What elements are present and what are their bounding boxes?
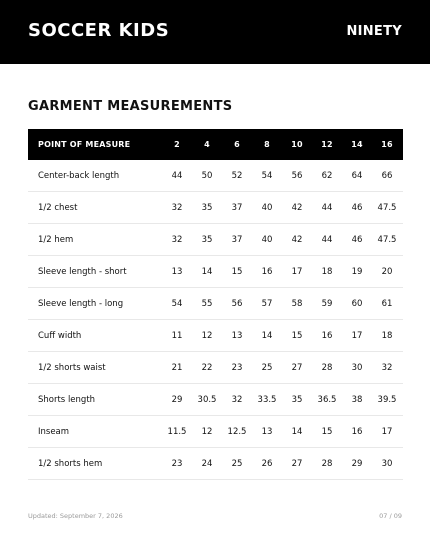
brand-name: NINETY bbox=[346, 24, 402, 39]
measure-value: 15 bbox=[231, 266, 243, 277]
measure-value: 47.5 bbox=[377, 202, 397, 213]
measure-value: 62 bbox=[321, 170, 333, 181]
measure-value: 27 bbox=[291, 458, 303, 469]
measure-value: 23 bbox=[231, 362, 243, 373]
measure-value: 14 bbox=[261, 330, 273, 341]
measure-value: 13 bbox=[171, 266, 183, 277]
measure-value: 13 bbox=[261, 426, 273, 437]
document-title: SOCCER KIDS bbox=[28, 20, 170, 41]
measure-value: 47.5 bbox=[377, 234, 397, 245]
header-size: 16 bbox=[381, 140, 393, 149]
measure-value: 33.5 bbox=[257, 394, 277, 405]
table-row bbox=[28, 416, 403, 448]
measure-value: 59 bbox=[321, 298, 333, 309]
section-title: GARMENT MEASUREMENTS bbox=[28, 99, 233, 114]
measure-value: 29 bbox=[351, 458, 363, 469]
measure-value: 30.5 bbox=[197, 394, 217, 405]
measure-value: 22 bbox=[201, 362, 213, 373]
measure-label: Shorts length bbox=[38, 394, 96, 405]
measure-value: 28 bbox=[321, 362, 333, 373]
measure-value: 52 bbox=[231, 170, 243, 181]
measurements-table bbox=[28, 129, 403, 480]
measure-value: 42 bbox=[291, 202, 303, 213]
measure-value: 29 bbox=[171, 394, 183, 405]
measure-value: 14 bbox=[201, 266, 213, 277]
measure-value: 19 bbox=[351, 266, 363, 277]
table-row bbox=[28, 288, 403, 320]
measure-label: 1/2 shorts waist bbox=[38, 362, 106, 373]
measure-value: 14 bbox=[291, 426, 303, 437]
measure-label: Inseam bbox=[38, 426, 70, 437]
measure-value: 35 bbox=[201, 202, 213, 213]
table-body bbox=[28, 160, 403, 480]
updated-date: Updated: September 7, 2026 bbox=[28, 512, 123, 520]
measure-value: 64 bbox=[351, 170, 363, 181]
page-number: 07 / 09 bbox=[379, 512, 402, 520]
measure-value: 50 bbox=[201, 170, 213, 181]
measure-value: 37 bbox=[231, 234, 243, 245]
measure-value: 40 bbox=[261, 234, 273, 245]
page-header bbox=[0, 0, 430, 64]
measure-value: 18 bbox=[381, 330, 393, 341]
measure-label: Cuff width bbox=[38, 330, 82, 341]
measure-value: 17 bbox=[351, 330, 363, 341]
measure-value: 44 bbox=[321, 234, 333, 245]
measure-value: 32 bbox=[231, 394, 243, 405]
measure-label: 1/2 shorts hem bbox=[38, 458, 103, 469]
measure-value: 25 bbox=[261, 362, 273, 373]
measure-value: 35 bbox=[201, 234, 213, 245]
measure-value: 15 bbox=[321, 426, 333, 437]
measure-value: 54 bbox=[171, 298, 183, 309]
measure-value: 15 bbox=[291, 330, 303, 341]
measure-value: 18 bbox=[321, 266, 333, 277]
header-size: 6 bbox=[234, 140, 240, 149]
measure-value: 32 bbox=[171, 202, 183, 213]
header-size: 10 bbox=[291, 140, 303, 149]
measure-value: 54 bbox=[261, 170, 273, 181]
measure-value: 12.5 bbox=[227, 426, 247, 437]
measure-label: 1/2 chest bbox=[38, 202, 78, 213]
measure-value: 32 bbox=[381, 362, 393, 373]
table-row bbox=[28, 320, 403, 352]
measure-value: 58 bbox=[291, 298, 303, 309]
header-size: 12 bbox=[321, 140, 333, 149]
measure-value: 16 bbox=[351, 426, 363, 437]
measure-value: 37 bbox=[231, 202, 243, 213]
measure-value: 46 bbox=[351, 202, 363, 213]
measure-value: 12 bbox=[201, 330, 213, 341]
header-point-of-measure: POINT OF MEASURE bbox=[38, 140, 131, 149]
measure-value: 28 bbox=[321, 458, 333, 469]
measure-value: 32 bbox=[171, 234, 183, 245]
measure-label: Sleeve length - short bbox=[38, 266, 127, 277]
measure-value: 60 bbox=[351, 298, 363, 309]
measure-value: 23 bbox=[171, 458, 183, 469]
measure-value: 36.5 bbox=[317, 394, 337, 405]
measure-value: 57 bbox=[261, 298, 273, 309]
measure-value: 30 bbox=[351, 362, 363, 373]
measure-value: 12 bbox=[201, 426, 213, 437]
table-row bbox=[28, 256, 403, 288]
measure-value: 24 bbox=[201, 458, 213, 469]
measure-value: 16 bbox=[261, 266, 273, 277]
measure-value: 16 bbox=[321, 330, 333, 341]
table-row bbox=[28, 192, 403, 224]
measure-value: 25 bbox=[231, 458, 243, 469]
measure-value: 42 bbox=[291, 234, 303, 245]
measure-value: 61 bbox=[381, 298, 393, 309]
measure-value: 27 bbox=[291, 362, 303, 373]
measure-value: 17 bbox=[381, 426, 393, 437]
header-size: 14 bbox=[351, 140, 363, 149]
measure-value: 30 bbox=[381, 458, 393, 469]
measure-value: 40 bbox=[261, 202, 273, 213]
header-size: 2 bbox=[174, 140, 180, 149]
header-size: 8 bbox=[264, 140, 270, 149]
table-row bbox=[28, 384, 403, 416]
measure-value: 11.5 bbox=[167, 426, 187, 437]
measure-value: 44 bbox=[321, 202, 333, 213]
measure-value: 20 bbox=[381, 266, 393, 277]
measure-value: 35 bbox=[291, 394, 303, 405]
measure-value: 46 bbox=[351, 234, 363, 245]
measure-value: 13 bbox=[231, 330, 243, 341]
table-row bbox=[28, 448, 403, 480]
measure-value: 17 bbox=[291, 266, 303, 277]
table-header-row bbox=[28, 129, 403, 160]
measure-value: 56 bbox=[231, 298, 243, 309]
table-row bbox=[28, 160, 403, 192]
measure-label: Center-back length bbox=[38, 170, 120, 181]
measure-value: 44 bbox=[171, 170, 183, 181]
measure-value: 66 bbox=[381, 170, 393, 181]
measure-value: 26 bbox=[261, 458, 273, 469]
table-row bbox=[28, 224, 403, 256]
measure-value: 38 bbox=[351, 394, 363, 405]
measure-value: 11 bbox=[171, 330, 183, 341]
measure-label: 1/2 hem bbox=[38, 234, 74, 245]
measure-value: 21 bbox=[171, 362, 183, 373]
header-size: 4 bbox=[204, 140, 210, 149]
measure-value: 56 bbox=[291, 170, 303, 181]
table-row bbox=[28, 352, 403, 384]
measure-value: 55 bbox=[201, 298, 213, 309]
measure-value: 39.5 bbox=[377, 394, 397, 405]
measure-label: Sleeve length - long bbox=[38, 298, 124, 309]
